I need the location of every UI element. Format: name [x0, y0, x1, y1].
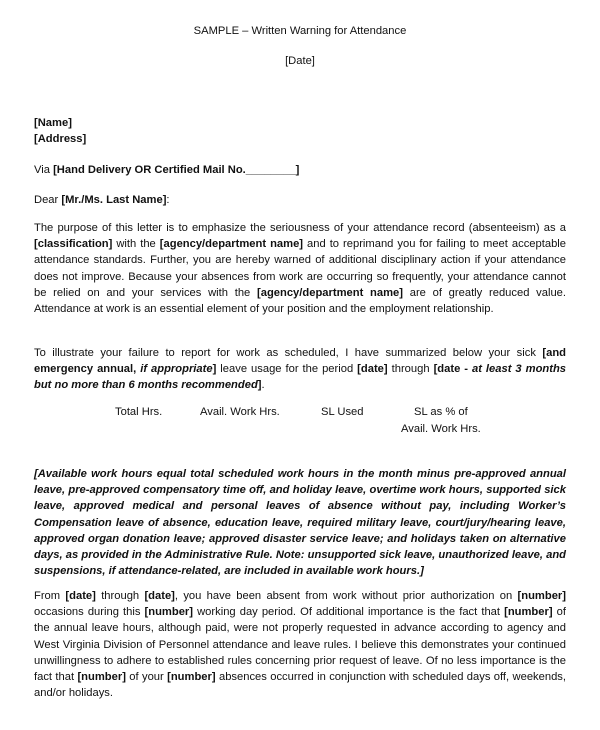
text-run: through [95, 590, 145, 602]
delivery-prefix: Via [34, 164, 54, 176]
paragraph-absences [34, 588, 566, 701]
leave-type-note: if appropriate [140, 363, 213, 376]
text-run: , you have been absent from work without prior authorization on [174, 590, 518, 602]
salutation-name: [Mr./Ms. Last Name] [61, 194, 167, 206]
salutation [34, 192, 566, 208]
number-placeholder: [number] [517, 590, 566, 602]
text-run: of the annual leave hours, although paid, were not properly requested in advance according to agency and West Virginia Division of Personnel attendance and leave rules. I believe this demonstrates your continued unwillingness to adhere to established rules concerning prior request of leave. Of no less importance is the fact that [34, 606, 566, 684]
text-run: The purpose of this letter is to emphasize the seriousness of your attendance record (absenteeism) as a [34, 222, 566, 234]
date-placeholder-end: [date - [433, 363, 472, 376]
document-title: SAMPLE – Written Warning for Attendance [193, 25, 407, 37]
col-sl-used: SL Used [321, 406, 364, 418]
col-sl-percent [401, 404, 481, 438]
agency-placeholder: [agency/department name] [159, 238, 304, 251]
text-run: of your [125, 671, 168, 684]
text-run: occasions during this [34, 606, 145, 619]
recipient-address: [Address] [34, 133, 87, 146]
bracket: ] [212, 363, 217, 376]
text-run: From [34, 590, 66, 602]
text-run: and to reprimand you for failing to meet acceptable attendance standards. Further, you are hereby warned of additional disciplinary action if your attendance does not improve. Because your absences from work are occurring so frequently, your attendance cannot be relied on and your services with the [34, 238, 566, 299]
paragraph-summary [34, 345, 566, 394]
col-sl-percent-line2: Avail. Work Hrs. [401, 423, 481, 435]
leave-type-placeholder: [and emergency annual, [34, 347, 566, 376]
date-placeholder-start: [date] [65, 590, 96, 602]
recipient-block [34, 115, 566, 147]
number-placeholder: [number] [144, 606, 193, 619]
number-placeholder: [number] [167, 671, 216, 684]
agency-placeholder: [agency/department name] [257, 286, 403, 299]
bracket: ] [257, 379, 262, 392]
classification-placeholder: [classification] [34, 238, 113, 251]
number-placeholder: [number] [504, 606, 553, 619]
text-run: with the [112, 238, 160, 251]
recipient-name: [Name] [34, 117, 72, 129]
delivery-method: [Hand Delivery OR Certified Mail No.________] [53, 164, 300, 176]
date-placeholder-start: [date] [357, 363, 388, 376]
text-run: leave usage for the period [216, 363, 358, 376]
delivery-line [34, 162, 566, 178]
paragraph-purpose [34, 220, 566, 317]
col-sl-percent-line1: SL as % of [414, 406, 468, 418]
col-avail-work-hrs: Avail. Work Hrs. [200, 406, 280, 418]
period-recommendation: at least 3 months but no more than 6 months recommended [34, 363, 567, 392]
text-run: are of greatly reduced value. Attendance at work is an essential element of your position and the employment relationship. [34, 286, 567, 316]
available-hours-note: [Available work hours equal total scheduled work hours in the month minus pre-approved annual leave, pre-approved compensatory time off, and holiday leave, overtime work hours, supported sick leave, approved medical and personal leaves of absence without pay, including Worker’s Compensation leave of absence, education leave, required military leave, court/jury/hearing leave, approved organ donation leave; approved disaster service leave; and holidays taken on alternative days, as provided in the Administrative Rule. Note: unsupported sick leave, unauthorized leave, and suspensions, if attendance-related, are included in available work hours.] [34, 468, 566, 578]
text-run: absences occurred in conjunction with scheduled days off, weekends, and/or holidays. [34, 671, 566, 700]
text-run: through [387, 363, 434, 376]
col-total-hrs: Total Hrs. [115, 406, 163, 418]
text-run: To illustrate your failure to report for work as scheduled, I have summarized below your sick [34, 347, 543, 359]
salutation-prefix: Dear [34, 194, 62, 206]
number-placeholder: [number] [77, 671, 126, 684]
salutation-suffix: : [166, 194, 170, 206]
text-run: . [261, 379, 265, 392]
date-placeholder-end: [date] [144, 590, 175, 602]
date-placeholder: [Date] [285, 55, 315, 67]
text-run: working day period. Of additional importance is the fact that [193, 606, 505, 619]
